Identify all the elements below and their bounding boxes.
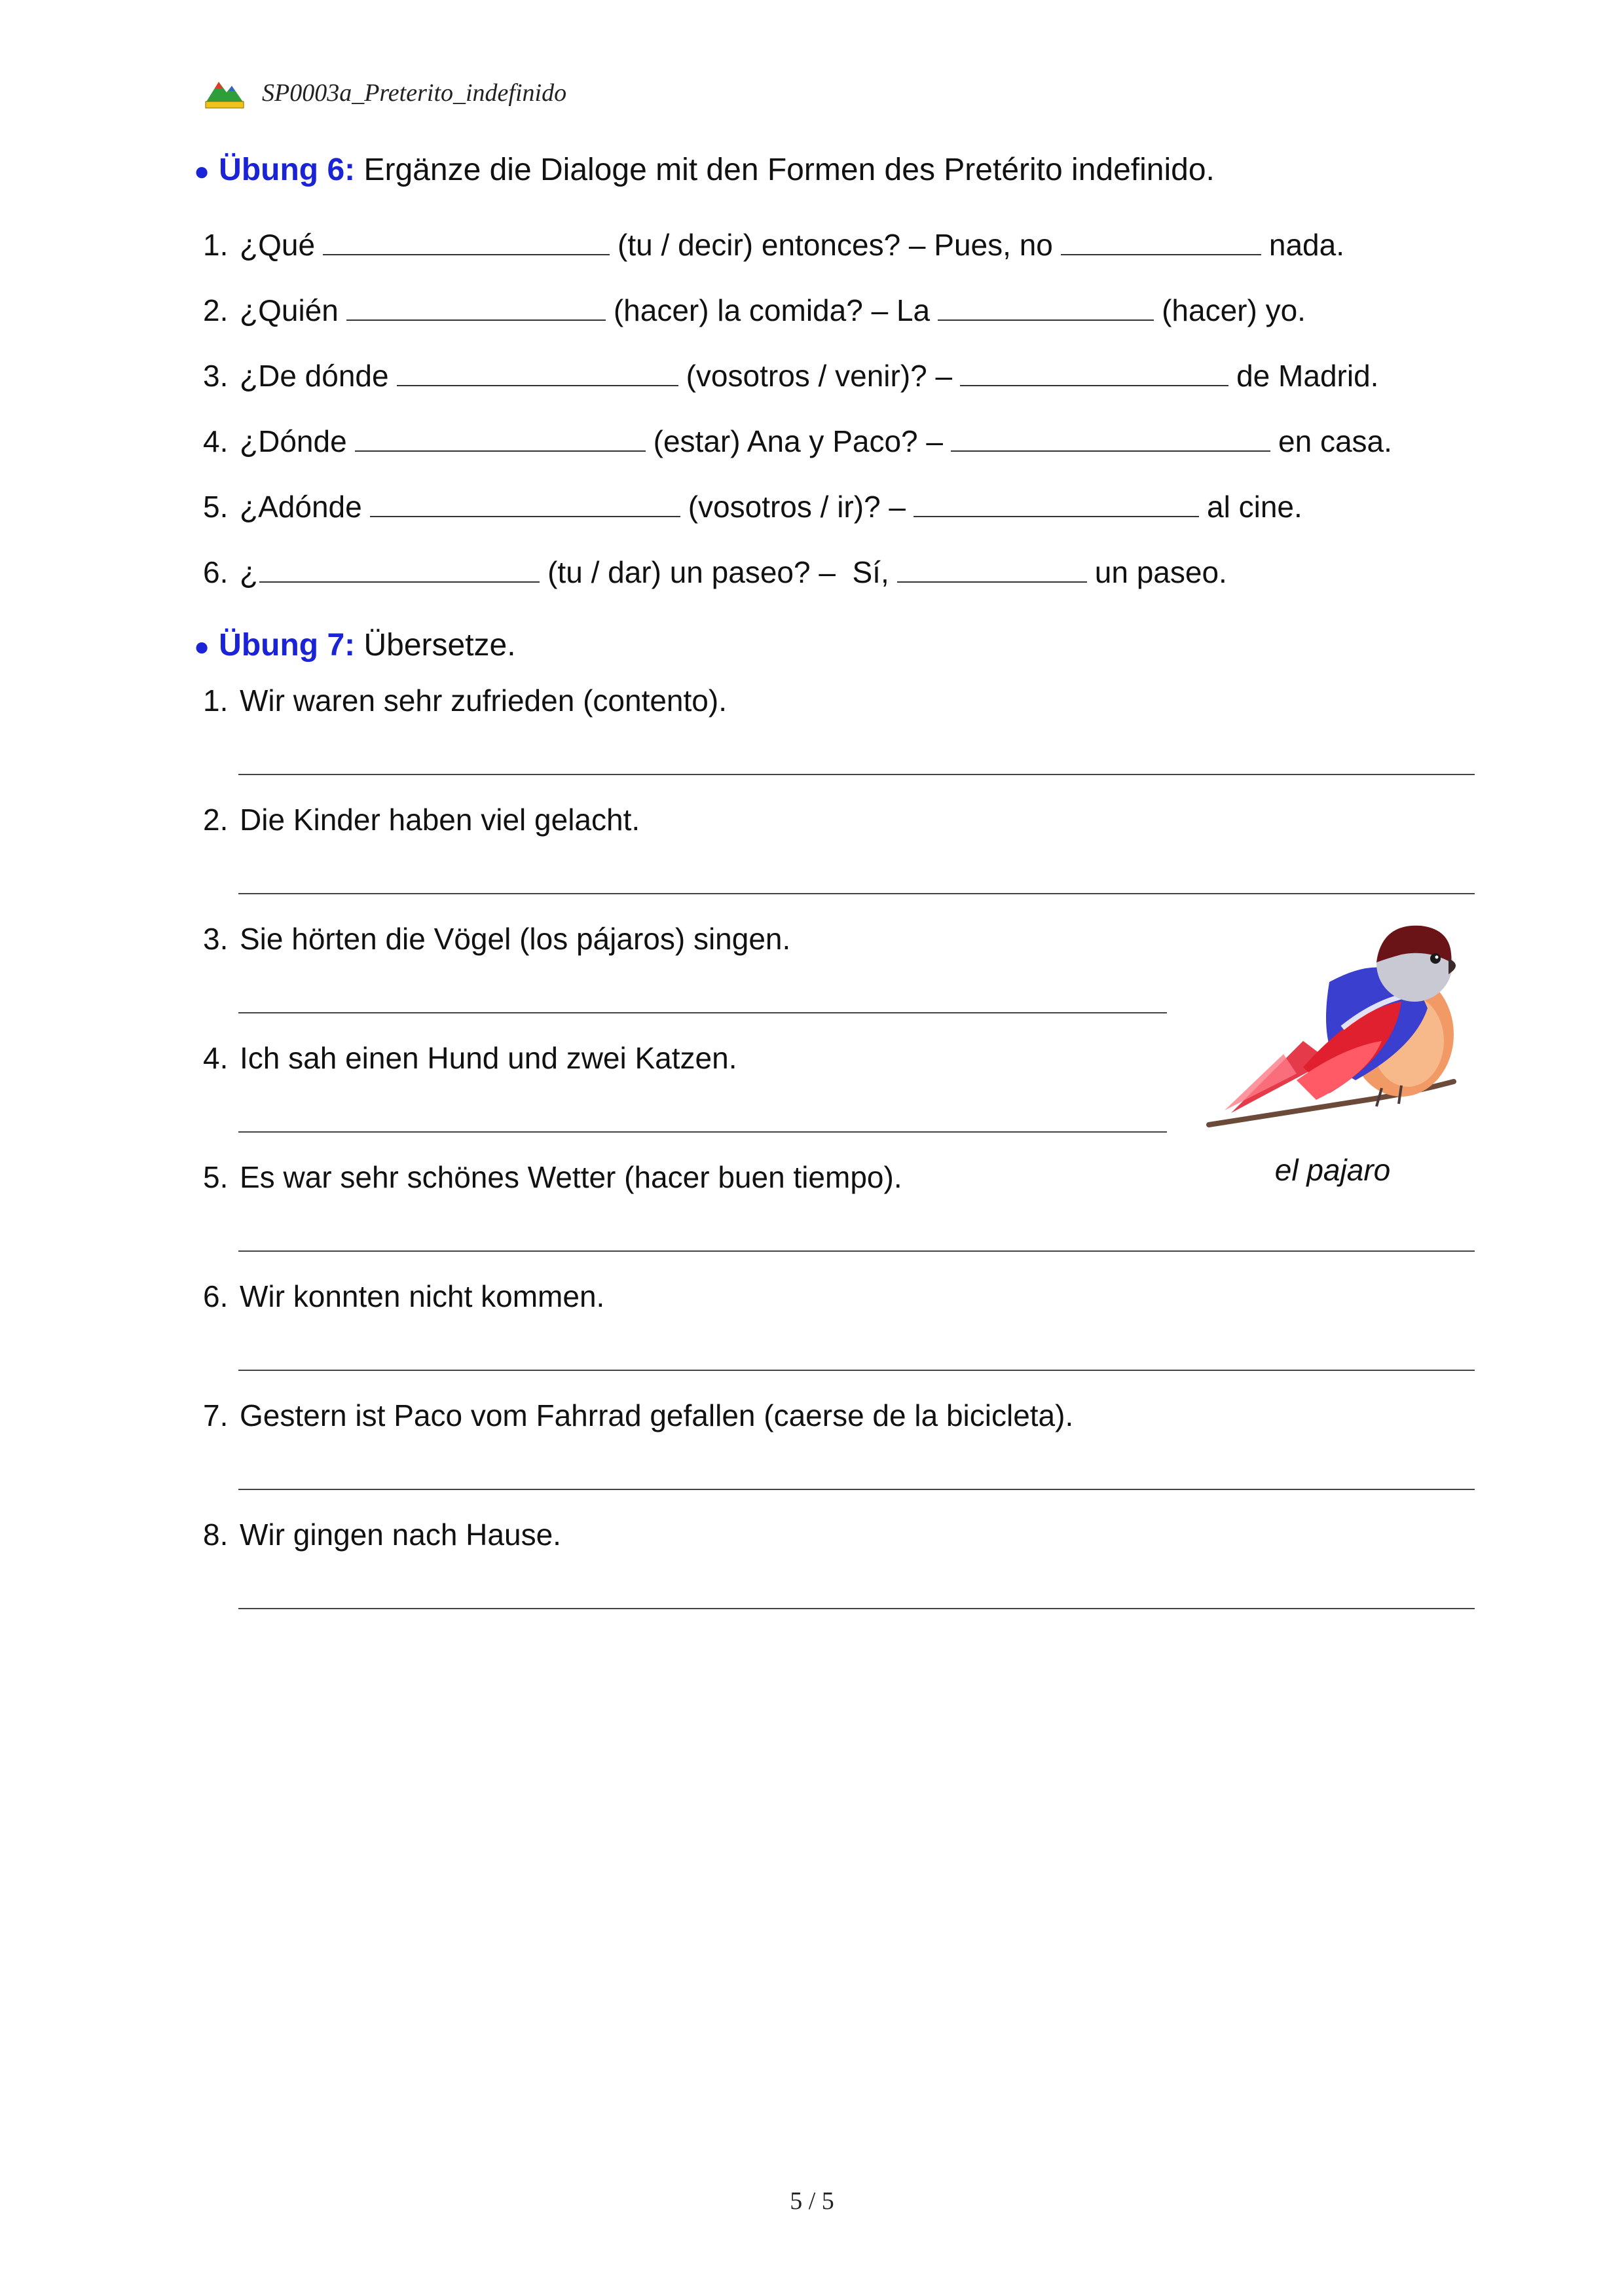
answer-blank[interactable] (397, 354, 678, 386)
exercise-6-item: 3. ¿De dónde (vosotros / venir)? – de Madrid. (203, 354, 1378, 393)
mountain-logo-icon (204, 77, 245, 109)
exercise-6-item: 4. ¿Dónde (estar) Ana y Paco? – en casa. (203, 419, 1392, 458)
answer-line[interactable] (238, 1012, 1167, 1013)
bird-illustration (1205, 917, 1460, 1139)
exercise-7-item: 3. Sie hörten die Vögel (los pájaros) singen. (203, 922, 791, 956)
exercise-7-label: Übung 7: (219, 628, 356, 663)
answer-blank[interactable] (370, 484, 680, 517)
exercise-7-instruction: Übersetze. (363, 628, 516, 663)
exercise-7-item: 8. Wir gingen nach Hause. (203, 1518, 561, 1552)
answer-line[interactable] (238, 1131, 1167, 1133)
exercise-6-item: 6. ¿ (tu / dar) un paseo? – Sí, un paseo. (203, 550, 1227, 589)
exercise-7-item: 2. Die Kinder haben viel gelacht. (203, 803, 640, 837)
page-header (204, 75, 566, 111)
answer-blank[interactable] (913, 484, 1199, 517)
exercise-7-item: 1. Wir waren sehr zufrieden (contento). (203, 683, 727, 718)
answer-blank[interactable] (951, 419, 1270, 452)
answer-line[interactable] (238, 774, 1475, 775)
page-number: 5 / 5 (790, 2187, 834, 2215)
answer-line[interactable] (238, 893, 1475, 894)
answer-blank[interactable] (323, 223, 610, 255)
bullet-icon: ● (194, 157, 210, 186)
exercise-6-item: 2. ¿Quién (hacer) la comida? – La (hacer) yo. (203, 288, 1306, 327)
answer-blank[interactable] (346, 288, 606, 321)
exercise-6-item: 5. ¿Adónde (vosotros / ir)? – al cine. (203, 484, 1302, 524)
answer-line[interactable] (238, 1489, 1475, 1490)
exercise-7-item: 6. Wir konnten nicht kommen. (203, 1279, 605, 1313)
answer-blank[interactable] (1061, 223, 1261, 255)
answer-blank[interactable] (938, 288, 1154, 321)
answer-blank[interactable] (960, 354, 1228, 386)
figure-caption: el pajaro (1274, 1153, 1391, 1187)
answer-blank[interactable] (259, 550, 540, 583)
answer-line[interactable] (238, 1370, 1475, 1371)
exercise-6-label: Übung 6: (219, 153, 356, 187)
bullet-icon: ● (194, 632, 210, 661)
exercise-7-title (194, 627, 516, 663)
exercise-6-instruction: Ergänze die Dialoge mit den Formen des Pretérito indefinido. (363, 153, 1215, 187)
exercise-7-item: 4. Ich sah einen Hund und zwei Katzen. (203, 1041, 737, 1075)
answer-line[interactable] (238, 1250, 1475, 1252)
answer-blank[interactable] (355, 419, 646, 452)
exercise-6-item: 1. ¿Qué (tu / decir) entonces? – Pues, no nada. (203, 223, 1344, 262)
exercise-7-item: 7. Gestern ist Paco vom Fahrrad gefallen (caerse de la bicicleta). (203, 1398, 1074, 1432)
document-title: SP0003a_Preterito_indefinido (262, 79, 567, 107)
exercise-7-item: 5. Es war sehr schönes Wetter (hacer buen tiempo). (203, 1160, 902, 1194)
answer-line[interactable] (238, 1608, 1475, 1609)
exercise-6-title (194, 152, 1215, 188)
answer-blank[interactable] (897, 550, 1087, 583)
